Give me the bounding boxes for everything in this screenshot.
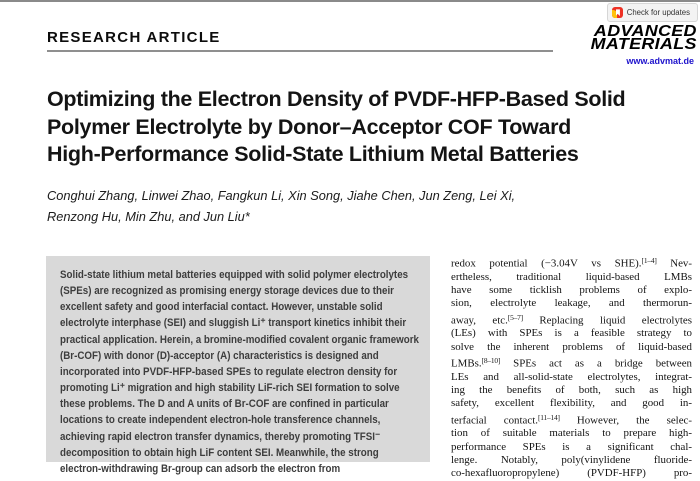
journal-logo-line1: ADVANCED (594, 23, 697, 40)
crossmark-icon (612, 7, 623, 18)
title-line: Optimizing the Electron Density of PVDF-HFP-Based Solid (47, 87, 626, 111)
body-line: away, etc.[5–7] Replacing liquid electrolytes (451, 312, 692, 327)
body-line: lenge. Notably, poly(vinylidene fluoride- (451, 454, 692, 467)
abstract-line: locations to create independent electron-hole transference channels, (60, 414, 381, 427)
abstract-line: these problems. The D and A units of Br-COF are confined in particular (60, 398, 389, 411)
journal-logo-line2: MATERIALS (590, 36, 697, 53)
journal-logo (591, 25, 697, 51)
abstract-line: electron-withdrawing Br-group can adsorb the electron from (60, 462, 341, 475)
abstract-line: achieving rapid electron transfer dynamics, thereby promoting TFSI⁻ (60, 430, 381, 443)
crossmark-label: Check for updates (626, 8, 690, 17)
article-title (47, 86, 625, 169)
body-line: tion of suitable materials to prepare high- (451, 427, 692, 440)
body-line: redox potential (−3.04V vs SHE).[1–4] Nev- (451, 256, 692, 270)
abstract-line: (Br-COF) with donor (D)-acceptor (A) characteristics is designed and (60, 349, 379, 362)
author-list (47, 185, 515, 227)
abstract-line: excellent safety and good interfacial contact. However, unstable solid (60, 301, 383, 314)
body-text-column (451, 254, 692, 481)
body-line: solve the inherent problems of liquid-based (451, 340, 692, 353)
citation-ref: [5–7] (507, 312, 523, 322)
citation-ref: [11–14] (537, 412, 560, 422)
section-label: RESEARCH ARTICLE (47, 29, 221, 46)
body-line: ertheless, traditional liquid-based LMBs (451, 270, 692, 283)
abstract-line: incorporated into PVDF-HFP-based SPEs to regulate electron density for (60, 365, 398, 378)
title-line: Polymer Electrolyte by Donor–Acceptor COF Toward (47, 114, 572, 139)
body-line: ing the benefits of both, such as high (451, 384, 692, 397)
title-line: High-Performance Solid-State Lithium Metal Batteries (47, 142, 579, 167)
abstract-line: electrolyte interphase (SEI) and sluggish Li⁺ transport kinetics inhibit their (60, 317, 407, 330)
abstract-line: promoting Li⁺ migration and high stability LiF-rich SEI formation to solve (60, 382, 400, 395)
abstract-box (46, 256, 430, 475)
body-line: safety, excellent flexibility, and good in- (451, 397, 692, 410)
author-line: Renzong Hu, Min Zhu, and Jun Liu* (47, 209, 250, 224)
body-line: LMBs.[8–10] SPEs act as a bridge between (451, 356, 692, 370)
body-line: co-hexafluoropropylene) (PVDF-HFP) pro- (451, 467, 692, 480)
citation-ref: [1–4] (641, 256, 657, 265)
body-line: performance SPEs is a significant chal- (451, 440, 692, 453)
abstract-line: practical application. Herein, a bromine-modified covalent organic framework (60, 333, 419, 346)
abstract-line: (SPEs) are recognized as promising energy storage devices due to their (60, 285, 394, 298)
check-for-updates-badge[interactable] (607, 3, 698, 22)
body-line: terfacial contact.[11–14] However, the selec- (451, 412, 692, 427)
citation-ref: [8–10] (481, 356, 501, 366)
body-line: LEs and all-solid-state electrolytes, integrat- (451, 370, 692, 383)
author-line: Conghui Zhang, Linwei Zhao, Fangkun Li, Xin Song, Jiahe Chen, Jun Zeng, Lei Xi, (47, 188, 516, 203)
abstract-text (60, 267, 422, 477)
journal-url-link[interactable]: www.advmat.de (626, 56, 694, 66)
top-border-line (0, 0, 700, 2)
header-rule (47, 50, 553, 52)
body-line: sion, electrolyte leakage, and thermorun- (451, 297, 692, 310)
body-line: (LEs) with SPEs is a feasible strategy to (451, 327, 692, 340)
abstract-line: decomposition to obtain high LiF content SEI. Meanwhile, the strong (60, 446, 379, 459)
abstract-line: Solid-state lithium metal batteries equipped with solid polymer electrolytes (60, 269, 409, 281)
body-line: have some ticklish problems of explo- (451, 284, 692, 297)
